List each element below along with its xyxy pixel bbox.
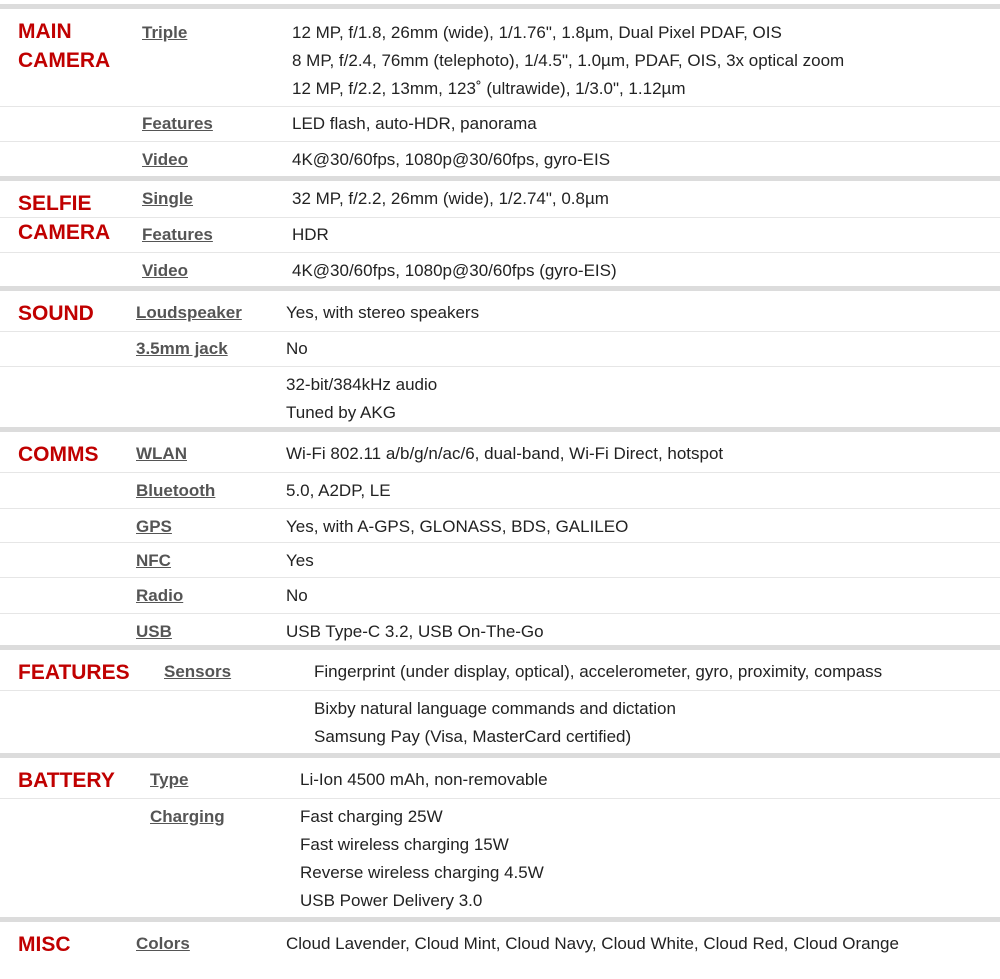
category-sound: SOUND <box>18 302 94 325</box>
spec-row-radio <box>0 577 1000 605</box>
spec-link-single[interactable]: Single <box>142 189 194 208</box>
section-sound <box>0 286 1000 431</box>
spec-value-usb: USB Type-C 3.2, USB On-The-Go <box>286 622 544 641</box>
spec-value-selfie-features: HDR <box>292 225 329 244</box>
spec-row-bluetooth <box>0 472 1000 500</box>
spec-value-nfc: Yes <box>286 551 314 570</box>
spec-link-type[interactable]: Type <box>150 770 189 789</box>
spec-link-radio[interactable]: Radio <box>136 586 184 605</box>
spec-value-wlan: Wi-Fi 802.11 a/b/g/n/ac/6, dual-band, Wi-Fi Direct, hotspot <box>286 444 724 463</box>
spec-value-radio: No <box>286 586 308 605</box>
category-battery: BATTERY <box>18 769 115 792</box>
section-comms <box>0 427 1000 649</box>
spec-row-nfc <box>0 542 1000 570</box>
spec-link-sensors[interactable]: Sensors <box>164 662 232 681</box>
spec-value-features: LED flash, auto-HDR, panorama <box>292 114 537 133</box>
spec-value-video: 4K@30/60fps, 1080p@30/60fps, gyro-EIS <box>292 150 611 169</box>
spec-row-features <box>0 106 1000 133</box>
section-features <box>0 645 1000 757</box>
spec-link-bluetooth[interactable]: Bluetooth <box>136 481 216 500</box>
spec-row-video <box>0 141 1000 169</box>
spec-value-sensors: Fingerprint (under display, optical), accelerometer, gyro, proximity, compass <box>314 662 883 681</box>
spec-value-triple: 12 MP, f/1.8, 26mm (wide), 1/1.76", 1.8µm, Dual Pixel PDAF, OIS 8 MP, f/2.4, 76mm (telephoto), 1/4.5", 1.0µm, PDAF, OIS, 3x optical zoom 12 MP, f/2.2, 13mm, 123˚ (ultrawide), 1/3.0", 1.12µm <box>292 23 845 98</box>
spec-value-gps: Yes, with A-GPS, GLONASS, BDS, GALILEO <box>286 517 629 536</box>
spec-row-selfie-video <box>0 252 1000 280</box>
spec-value-features-extra: Bixby natural language commands and dictation Samsung Pay (Visa, MasterCard certified) <box>314 699 676 746</box>
spec-value-single: 32 MP, f/2.2, 26mm (wide), 1/2.74", 0.8µm <box>292 189 609 208</box>
spec-row-sound-extra <box>0 366 1000 422</box>
spec-row-jack <box>0 331 1000 358</box>
category-features: FEATURES <box>18 661 130 684</box>
spec-link-nfc[interactable]: NFC <box>136 551 171 570</box>
spec-value-selfie-video: 4K@30/60fps, 1080p@30/60fps (gyro-EIS) <box>292 261 617 280</box>
spec-link-charging[interactable]: Charging <box>150 807 225 826</box>
spec-row-features-extra <box>0 690 1000 746</box>
spec-row-gps <box>0 508 1000 536</box>
category-misc: MISC <box>18 933 71 956</box>
spec-link-colors[interactable]: Colors <box>136 934 190 953</box>
spec-link-video[interactable]: Video <box>142 150 188 169</box>
spec-link-wlan[interactable]: WLAN <box>136 444 187 463</box>
section-misc <box>0 917 1000 979</box>
category-main-camera: MAIN CAMERA <box>18 20 111 72</box>
spec-link-features[interactable]: Features <box>142 114 213 133</box>
spec-value-type: Li-Ion 4500 mAh, non-removable <box>300 770 548 789</box>
spec-link-selfie-video[interactable]: Video <box>142 261 188 280</box>
spec-row-charging <box>0 798 1000 910</box>
category-selfie-camera: SELFIE CAMERA <box>18 192 111 244</box>
spec-value-bluetooth: 5.0, A2DP, LE <box>286 481 391 500</box>
spec-link-loudspeaker[interactable]: Loudspeaker <box>136 303 242 322</box>
spec-link-usb[interactable]: USB <box>136 622 172 641</box>
spec-link-jack[interactable]: 3.5mm jack <box>136 339 228 358</box>
section-battery <box>0 753 1000 921</box>
spec-link-triple[interactable]: Triple <box>142 23 188 42</box>
spec-value-colors: Cloud Lavender, Cloud Mint, Cloud Navy, Cloud White, Cloud Red, Cloud Orange <box>286 934 899 953</box>
spec-value-jack: No <box>286 339 308 358</box>
section-selfie-camera <box>0 176 1000 290</box>
spec-value-sound-extra: 32-bit/384kHz audio Tuned by AKG <box>286 375 438 422</box>
section-main-camera <box>0 4 1000 180</box>
spec-value-loudspeaker: Yes, with stereo speakers <box>286 303 480 322</box>
spec-value-charging: Fast charging 25W Fast wireless charging 15W Reverse wireless charging 4.5W USB Power Delivery 3.0 <box>300 807 544 910</box>
spec-link-gps[interactable]: GPS <box>136 517 172 536</box>
spec-row-usb <box>0 613 1000 641</box>
category-comms: COMMS <box>18 443 99 466</box>
spec-link-selfie-features[interactable]: Features <box>142 225 213 244</box>
